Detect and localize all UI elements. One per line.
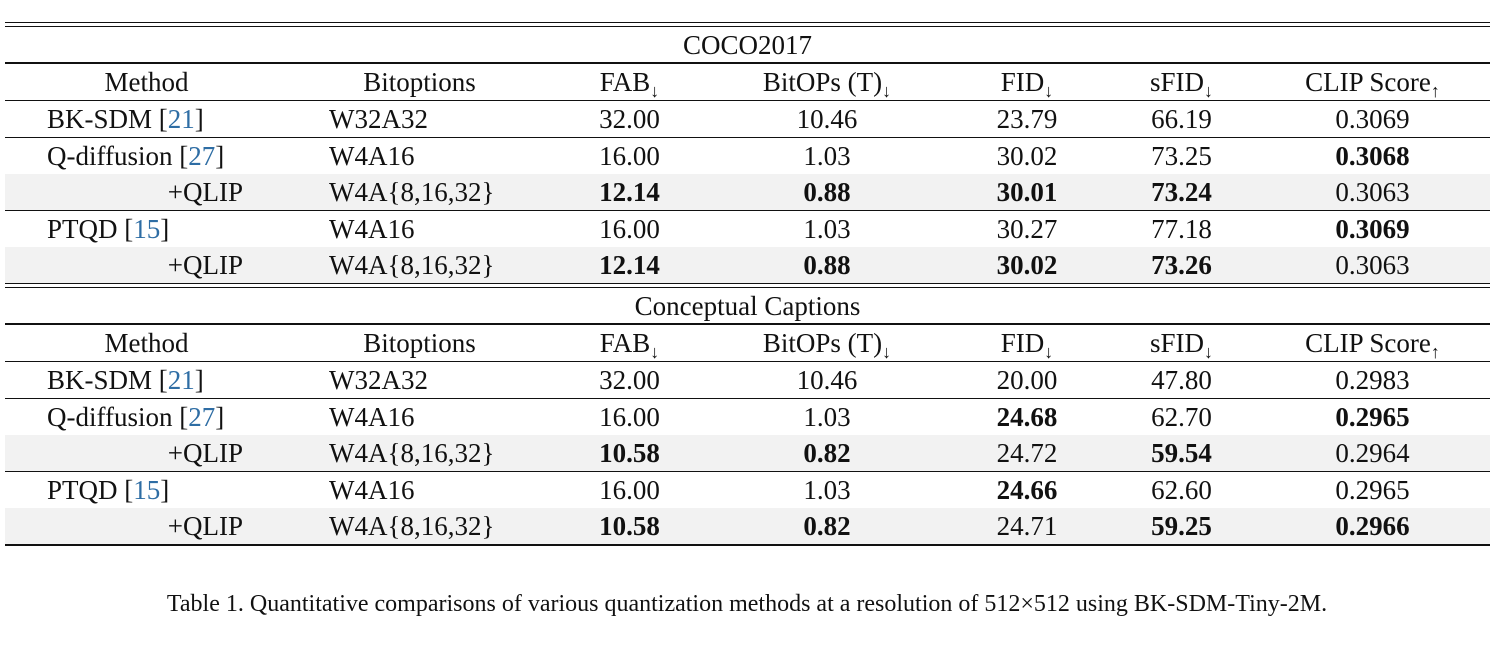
fid-cell: 30.02 <box>996 141 1058 171</box>
sfid-cell: 59.25 <box>1151 511 1212 541</box>
down-arrow-icon: ↓ <box>650 81 660 101</box>
sfid-cell: 77.18 <box>1151 214 1212 244</box>
bitops-cell: 1.03 <box>803 475 851 505</box>
bits-cell: W4A16 <box>329 214 415 244</box>
header-fid: $FID_↓$ <box>1000 67 1054 101</box>
bitops-cell: 10.46 <box>796 104 858 134</box>
fid-cell: 24.72 <box>996 438 1058 468</box>
fid-cell: 24.68 <box>996 402 1058 432</box>
citation-link[interactable]: 27 <box>188 402 216 432</box>
fid-cell: 24.71 <box>996 511 1058 541</box>
clip-cell: 0.2964 <box>1335 438 1410 468</box>
fab-cell: 12.14 <box>599 250 660 280</box>
bits-cell: W4A16 <box>329 402 415 432</box>
table-row <box>5 508 1490 544</box>
fab-cell: 32.00 <box>599 365 660 395</box>
header-fab: $FAB_↓$ <box>599 328 660 362</box>
fid-cell: 30.02 <box>996 250 1058 280</box>
bits-cell: W4A{8,16,32} <box>329 250 495 280</box>
clip-cell: 0.2983 <box>1335 365 1410 395</box>
fab-cell: 10.58 <box>599 511 660 541</box>
sfid-cell: 62.70 <box>1151 402 1212 432</box>
header-method: Method <box>104 328 189 358</box>
method-cell: PTQD [15] <box>47 475 170 505</box>
header-row <box>5 64 1490 100</box>
bitops-cell: 1.03 <box>803 402 851 432</box>
section-title: Conceptual Captions <box>634 290 861 321</box>
up-arrow-icon: ↑ <box>1430 342 1440 362</box>
method-cell: +QLIP <box>167 250 243 280</box>
clip-cell: 0.3063 <box>1335 177 1410 207</box>
results-table <box>5 22 1490 546</box>
table-row <box>5 399 1490 435</box>
sfid-cell: 73.26 <box>1151 250 1212 280</box>
method-cell: Q-diffusion [27] <box>47 402 225 432</box>
bits-cell: W4A16 <box>329 475 415 505</box>
bitops-cell: 1.03 <box>803 214 851 244</box>
table-row <box>5 138 1490 174</box>
citation-link[interactable]: 21 <box>167 365 195 395</box>
bitops-cell: 0.88 <box>803 250 851 280</box>
clip-cell: 0.2966 <box>1335 511 1410 541</box>
bits-cell: W4A{8,16,32} <box>329 177 495 207</box>
section-title-row <box>5 288 1490 323</box>
bitops-cell: 0.88 <box>803 177 851 207</box>
down-arrow-icon: ↓ <box>882 342 892 362</box>
header-bitoptions: Bitoptions <box>363 328 476 358</box>
bitops-cell: 1.03 <box>803 141 851 171</box>
fid-cell: 20.00 <box>996 365 1058 395</box>
table-row <box>5 435 1490 471</box>
table-row <box>5 211 1490 247</box>
clip-cell: 0.3069 <box>1335 104 1410 134</box>
up-arrow-icon: ↑ <box>1430 81 1440 101</box>
header-clip: CLIP Score$_↑$ <box>1305 328 1440 362</box>
sfid-cell: 73.25 <box>1151 141 1212 171</box>
clip-cell: 0.3068 <box>1335 141 1410 171</box>
sfid-cell: 47.80 <box>1151 365 1212 395</box>
citation-link[interactable]: 27 <box>188 141 216 171</box>
fid-cell: 30.01 <box>996 177 1058 207</box>
down-arrow-icon: ↓ <box>882 81 892 101</box>
section-title: COCO2017 <box>682 29 812 60</box>
citation-link[interactable]: 15 <box>133 214 161 244</box>
fab-cell: 16.00 <box>599 214 660 244</box>
bottom-rule <box>5 544 1490 546</box>
bits-cell: W32A32 <box>329 104 428 134</box>
down-arrow-icon: ↓ <box>1044 342 1054 362</box>
header-sfid: sFID$_↓$ <box>1149 67 1213 101</box>
header-sfid: sFID$_↓$ <box>1149 328 1213 362</box>
fab-cell: 16.00 <box>599 141 660 171</box>
fid-cell: 24.66 <box>996 475 1058 505</box>
bits-cell: W4A{8,16,32} <box>329 438 495 468</box>
bits-cell: W4A{8,16,32} <box>329 511 495 541</box>
section-title-row <box>5 27 1490 62</box>
bitops-cell: 10.46 <box>796 365 858 395</box>
citation-link[interactable]: 21 <box>167 104 195 134</box>
down-arrow-icon: ↓ <box>1044 81 1054 101</box>
down-arrow-icon: ↓ <box>650 342 660 362</box>
header-bitops: BitOPs $(T)_↓$ <box>762 328 892 362</box>
clip-cell: 0.3069 <box>1335 214 1410 244</box>
fab-cell: 16.00 <box>599 475 660 505</box>
down-arrow-icon: ↓ <box>1204 81 1213 101</box>
bitops-cell: 0.82 <box>803 438 851 468</box>
method-cell: Q-diffusion [27] <box>47 141 225 171</box>
header-bitops: BitOPs $(T)_↓$ <box>762 67 892 101</box>
clip-cell: 0.2965 <box>1335 402 1410 432</box>
table-caption: Table 1. Quantitative comparisons of various quantization methods at a resolution of 512×512 using BK-SDM-Tiny-2M. <box>166 591 1328 617</box>
sfid-cell: 62.60 <box>1151 475 1212 505</box>
fid-cell: 23.79 <box>996 104 1058 134</box>
clip-cell: 0.3063 <box>1335 250 1410 280</box>
sfid-cell: 73.24 <box>1151 177 1212 207</box>
citation-link[interactable]: 15 <box>133 475 161 505</box>
method-cell: BK-SDM [21] <box>47 104 204 134</box>
bits-cell: W4A16 <box>329 141 415 171</box>
sfid-cell: 59.54 <box>1151 438 1212 468</box>
header-fid: $FID_↓$ <box>1000 328 1054 362</box>
table-row <box>5 362 1490 398</box>
bits-cell: W32A32 <box>329 365 428 395</box>
clip-cell: 0.2965 <box>1335 475 1410 505</box>
method-cell: +QLIP <box>167 438 243 468</box>
header-bitoptions: Bitoptions <box>363 67 476 97</box>
table-row <box>5 472 1490 508</box>
header-method: Method <box>104 67 189 97</box>
sfid-cell: 66.19 <box>1151 104 1212 134</box>
header-clip: CLIP Score$_↑$ <box>1305 67 1440 101</box>
fab-cell: 16.00 <box>599 402 660 432</box>
method-cell: +QLIP <box>167 511 243 541</box>
table-row <box>5 247 1490 283</box>
table-row <box>5 101 1490 137</box>
method-cell: +QLIP <box>167 177 243 207</box>
down-arrow-icon: ↓ <box>1204 342 1213 362</box>
fid-cell: 30.27 <box>996 214 1058 244</box>
fab-cell: 10.58 <box>599 438 660 468</box>
bitops-cell: 0.82 <box>803 511 851 541</box>
fab-cell: 12.14 <box>599 177 660 207</box>
header-fab: $FAB_↓$ <box>599 67 660 101</box>
header-row <box>5 325 1490 361</box>
table-row <box>5 174 1490 210</box>
method-cell: BK-SDM [21] <box>47 365 204 395</box>
method-cell: PTQD [15] <box>47 214 170 244</box>
fab-cell: 32.00 <box>599 104 660 134</box>
